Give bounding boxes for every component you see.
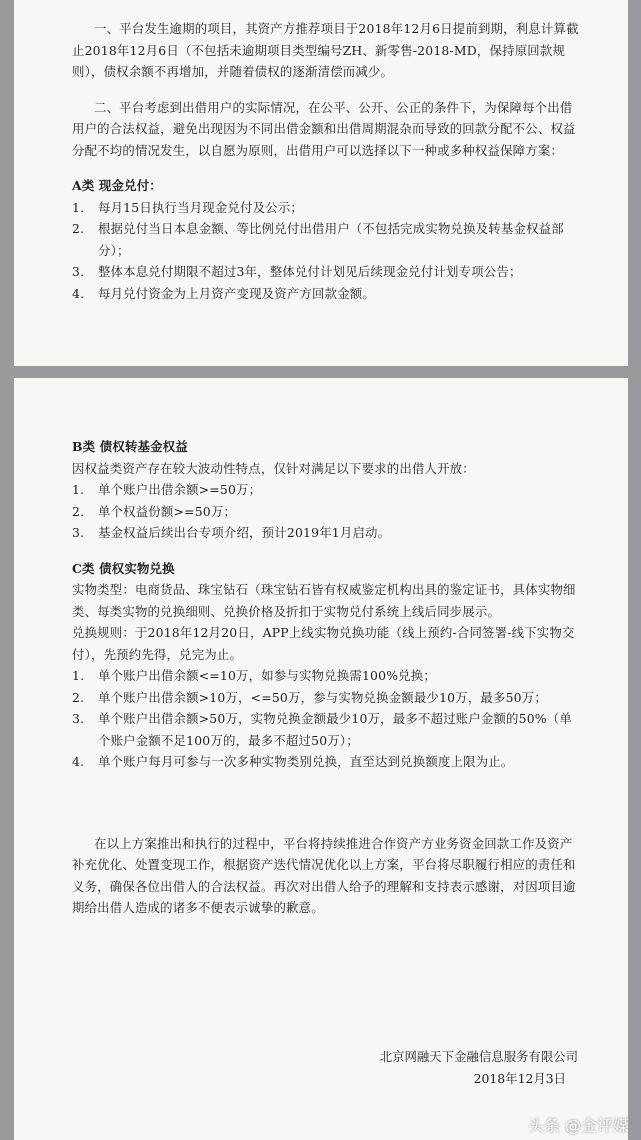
section-a-title: A类 现金兑付： xyxy=(72,178,162,193)
list-item: 4. 单个账户每月可参与一次多种实物类别兑换，直至达到兑换额度上限为止。 xyxy=(72,754,514,769)
list-item: 4. 每月兑付资金为上月资产变现及资产方回款金额。 xyxy=(72,285,375,301)
list-item: 3. 整体本息兑付期限不超过3年，整体兑付计划见后续现金兑付计划专项公告； xyxy=(72,264,522,279)
paragraph-overdue-projects: 一、平台发生逾期的项目，其资产方推荐项目于2018年12月6日提前到期，利息计算截止2018年12月6日（不包括未逾期项目类型编号ZH、新零售-2018-MD，保持原回款规则），债权余额不再增加，并随着债权的逐渐清偿而减少。 xyxy=(72,21,579,79)
section-b-list xyxy=(72,479,582,544)
signature-date: 2018年12月3日 xyxy=(473,1071,566,1086)
list-item: 2. 单个账户出借余额>10万，<=50万，参与实物兑换金额最少10万，最多50万； xyxy=(72,689,547,705)
list-item: 3. 基金权益后续出台专项介绍，预计2019年1月启动。 xyxy=(72,525,391,540)
list-item: 1. 单个账户出借余额>=50万； xyxy=(72,482,262,497)
list-item: 1. 单个账户出借余额<=10万，如参与实物兑换需100%兑换； xyxy=(72,668,436,683)
signature-company: 北京网融天下金融信息服务有限公司 xyxy=(379,1049,578,1064)
closing-paragraph: 在以上方案推出和执行的过程中，平台将持续推进合作资产方业务资金回款工作及资产补充优化、处置变现工作，根据资产迭代情况优化以上方案，平台将尽职履行相应的责任和义务，确保各位出借人的合法权益。再次对出借人给予的理解和支持表示感谢，对因项目逾期给出借人造成的诸多不便表示诚挚的歉意。 xyxy=(72,835,576,915)
list-item: 3. 单个账户出借余额>50万，实物兑换金额最少10万，最多不超过账户金额的50%（单个账户金额不足100万的，最多不超过50万）； xyxy=(72,711,572,748)
section-a-list xyxy=(72,197,582,305)
section-c-rule: 兑换规则：于2018年12月20日，APP上线实物兑换功能（线上预约-合同签署-线下实物交付），先预约先得，兑完为止。 xyxy=(72,625,575,662)
section-b-title: B类 债权转基金权益 xyxy=(72,439,188,454)
document-page-1 xyxy=(14,0,628,366)
document-page-2 xyxy=(14,378,628,1140)
section-c-list xyxy=(72,665,582,773)
section-c-title: C类 债权实物兑换 xyxy=(72,560,175,576)
paragraph-protection-plans: 二、平台考虑到出借用户的实际情况，在公平、公开、公正的条件下，为保障每个出借用户的合法权益，避免出现因为不同出借金额和出借周期混杂而导致的回款分配不公、权益分配不均的情况发生，以自愿为原则，出借用户可以选择以下一种或多种权益保障方案： xyxy=(72,99,576,158)
watermark-text: 头条 @金评媒 xyxy=(527,1116,629,1135)
list-item: 2. 单个权益份额>=50万； xyxy=(72,503,237,519)
section-c-type: 实物类型：电商货品、珠宝钻石（珠宝钻石皆有权威鉴定机构出具的鉴定证书，具体实物细类、每类实物的兑换细则、兑换价格及折扣于实物兑付系统上线后同步展示。 xyxy=(72,582,576,619)
list-item: 1. 每月15日执行当月现金兑付及公示； xyxy=(72,199,304,215)
section-b-intro: 因权益类资产存在较大波动性特点，仅针对满足以下要求的出借人开放： xyxy=(72,460,475,476)
list-item: 2. 根据兑付当日本息金额、等比例兑付出借用户（不包括完成实物兑换及转基金权益部分）； xyxy=(72,221,564,258)
